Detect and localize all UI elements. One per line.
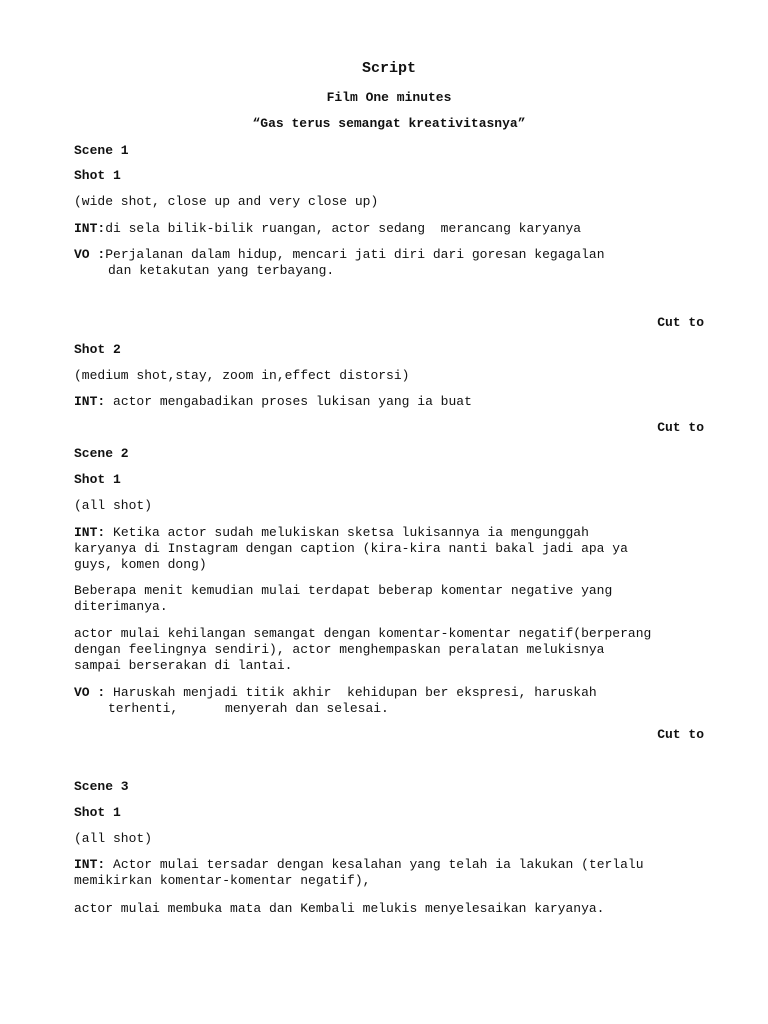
int-text: actor mengabadikan proses lukisan yang ia buat bbox=[105, 394, 472, 409]
action-paragraph-continued: dengan feelingnya sendiri), actor menghempaskan peralatan melukisnya bbox=[74, 642, 605, 657]
vo-line bbox=[74, 685, 597, 701]
camera-direction: (all shot) bbox=[74, 498, 153, 513]
vo-text-continued: dan ketakutan yang terbayang. bbox=[108, 263, 335, 278]
shot-heading: Shot 1 bbox=[74, 472, 121, 487]
camera-direction: (wide shot, close up and very close up) bbox=[74, 194, 379, 209]
shot-heading: Shot 1 bbox=[74, 168, 121, 183]
film-subtitle: Film One minutes bbox=[326, 90, 452, 105]
int-text: Ketika actor sudah melukiskan sketsa lukisannya ia mengunggah bbox=[105, 525, 589, 540]
action-paragraph-continued: sampai berserakan di lantai. bbox=[74, 658, 293, 673]
action-paragraph: actor mulai membuka mata dan Kembali melukis menyelesaikan karyanya. bbox=[74, 901, 605, 916]
transition-cut: Cut to bbox=[657, 420, 704, 435]
camera-direction: (medium shot,stay, zoom in,effect distorsi) bbox=[74, 368, 410, 383]
shot-heading: Shot 1 bbox=[74, 805, 121, 820]
int-text: di sela bilik-bilik ruangan, actor sedang merancang karyanya bbox=[105, 221, 582, 236]
scene-heading: Scene 1 bbox=[74, 143, 129, 158]
int-text-continued: karyanya di Instagram dengan caption (kira-kira nanti bakal jadi apa ya bbox=[74, 541, 628, 556]
vo-text: Haruskah menjadi titik akhir kehidupan ber ekspresi, haruskah bbox=[105, 685, 597, 700]
int-label: INT: bbox=[74, 525, 106, 540]
vo-text: Perjalanan dalam hidup, mencari jati diri dari goresan kegagalan bbox=[105, 247, 605, 262]
vo-line bbox=[74, 247, 605, 263]
int-line bbox=[74, 221, 581, 237]
transition-cut: Cut to bbox=[657, 315, 704, 330]
action-paragraph: Beberapa menit kemudian mulai terdapat beberap komentar negative yang bbox=[74, 583, 613, 598]
vo-label: VO : bbox=[74, 685, 106, 700]
int-text: Actor mulai tersadar dengan kesalahan yang telah ia lakukan (terlalu bbox=[105, 857, 644, 872]
scene-heading: Scene 3 bbox=[74, 779, 129, 794]
int-line bbox=[74, 525, 589, 541]
int-text-continued: memikirkan komentar-komentar negatif), bbox=[74, 873, 371, 888]
transition-cut: Cut to bbox=[657, 727, 704, 742]
int-line bbox=[74, 857, 644, 873]
film-tagline: “Gas terus semangat kreativitasnya” bbox=[252, 116, 526, 131]
action-paragraph-continued: diterimanya. bbox=[74, 599, 168, 614]
action-paragraph: actor mulai kehilangan semangat dengan komentar-komentar negatif(berperang bbox=[74, 626, 652, 641]
int-label: INT: bbox=[74, 394, 106, 409]
vo-label: VO : bbox=[74, 247, 106, 262]
page-title: Script bbox=[361, 60, 416, 77]
int-text-continued: guys, komen dong) bbox=[74, 557, 207, 572]
int-label: INT: bbox=[74, 857, 106, 872]
camera-direction: (all shot) bbox=[74, 831, 153, 846]
scene-heading: Scene 2 bbox=[74, 446, 129, 461]
int-line bbox=[74, 394, 472, 410]
vo-text-continued: terhenti, menyerah dan selesai. bbox=[108, 701, 389, 716]
shot-heading: Shot 2 bbox=[74, 342, 121, 357]
int-label: INT: bbox=[74, 221, 106, 236]
